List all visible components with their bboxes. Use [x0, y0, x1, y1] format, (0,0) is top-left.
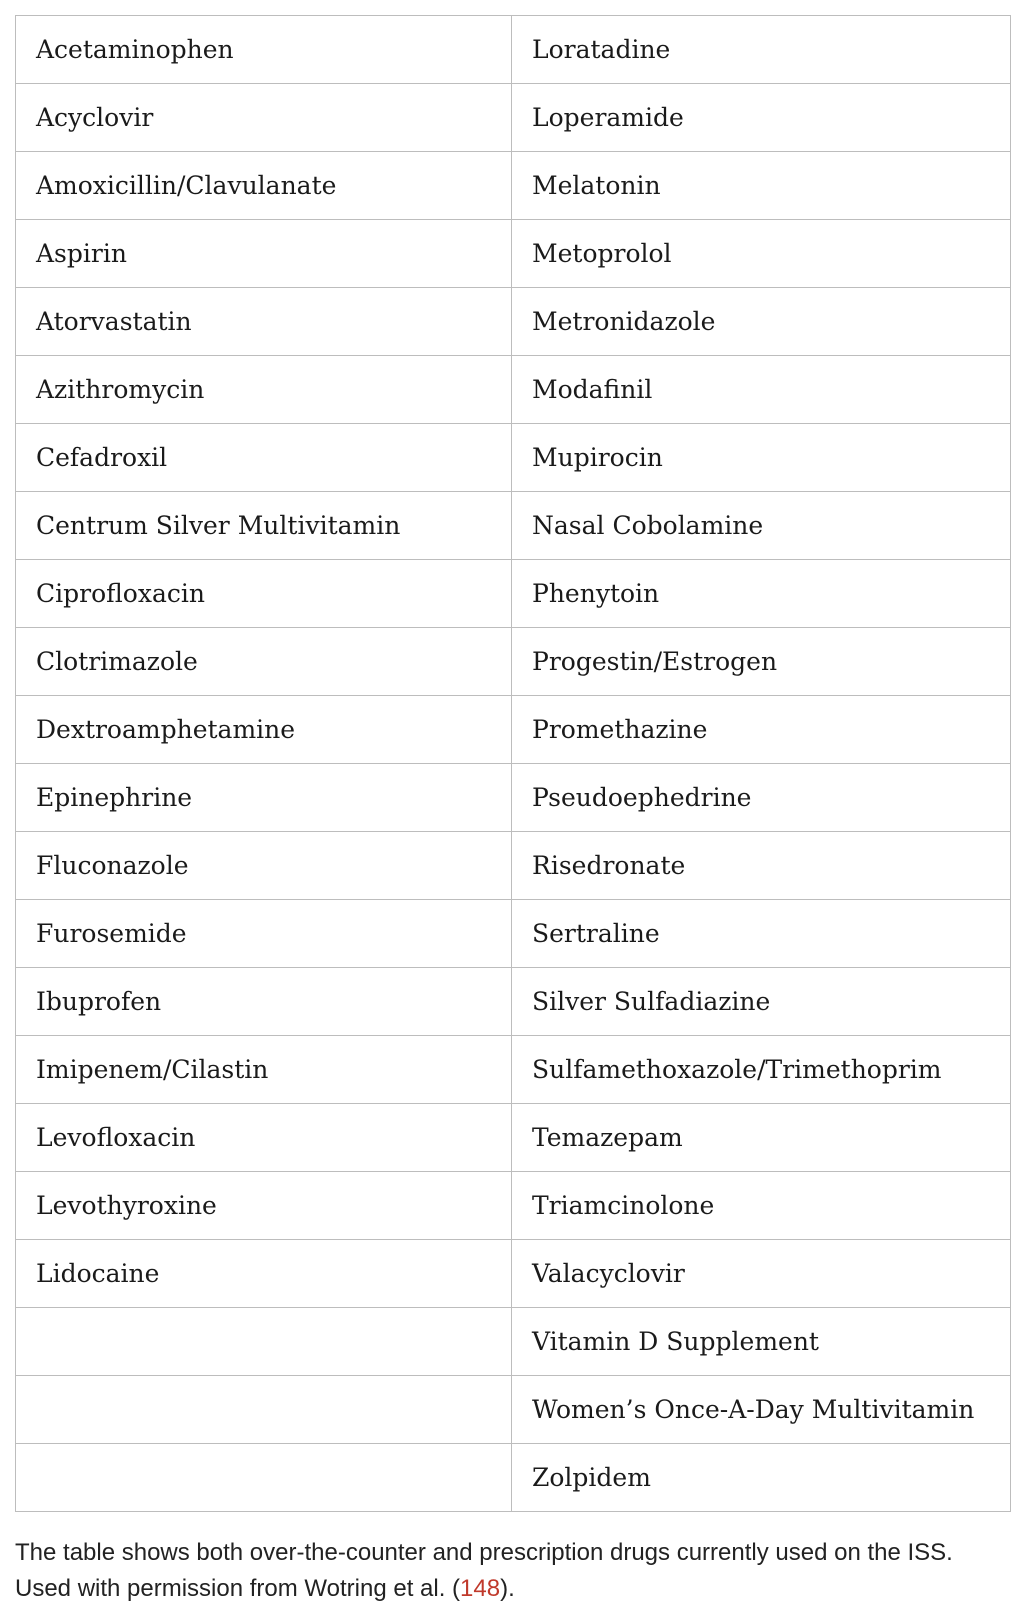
table-cell-right: Temazepam: [512, 1104, 1011, 1172]
table-cell-right: Vitamin D Supplement: [512, 1308, 1011, 1376]
table-cell-right: Promethazine: [512, 696, 1011, 764]
table-cell-right: Zolpidem: [512, 1444, 1011, 1512]
table-row: [16, 764, 1011, 832]
table-cell-right: Sertraline: [512, 900, 1011, 968]
table-cell-right: Triamcinolone: [512, 1172, 1011, 1240]
table-cell-left: [16, 1444, 512, 1512]
table-row: [16, 152, 1011, 220]
table-cell-right: Pseudoephedrine: [512, 764, 1011, 832]
table-cell-left: Amoxicillin/Clavulanate: [16, 152, 512, 220]
table-cell-right: Metronidazole: [512, 288, 1011, 356]
table-cell-right: Melatonin: [512, 152, 1011, 220]
table-row: [16, 1104, 1011, 1172]
table-row: [16, 1308, 1011, 1376]
table-row: [16, 1172, 1011, 1240]
table-cell-right: Nasal Cobolamine: [512, 492, 1011, 560]
table-cell-right: Loratadine: [512, 16, 1011, 84]
table-cell-left: Acetaminophen: [16, 16, 512, 84]
table-row: [16, 1376, 1011, 1444]
table-row: [16, 84, 1011, 152]
table-row: [16, 900, 1011, 968]
table-row: [16, 424, 1011, 492]
table-cell-right: Valacyclovir: [512, 1240, 1011, 1308]
table-cell-left: Ciprofloxacin: [16, 560, 512, 628]
table-cell-left: Fluconazole: [16, 832, 512, 900]
table-row: [16, 832, 1011, 900]
table-row: [16, 16, 1011, 84]
table-cell-right: Progestin/Estrogen: [512, 628, 1011, 696]
table-row: [16, 1036, 1011, 1104]
table-cell-left: [16, 1376, 512, 1444]
table-cell-left: Imipenem/Cilastin: [16, 1036, 512, 1104]
caption-text: The table shows both over-the-counter and prescription drugs currently used on the ISS. Used with permission from Wotring et al. (: [15, 1539, 953, 1602]
table-cell-right: Modafinil: [512, 356, 1011, 424]
table-row: [16, 696, 1011, 764]
table-row: [16, 1444, 1011, 1512]
table-cell-left: Epinephrine: [16, 764, 512, 832]
table-row: [16, 628, 1011, 696]
drug-table: [15, 15, 1011, 1512]
table-row: [16, 1240, 1011, 1308]
table-cell-right: Loperamide: [512, 84, 1011, 152]
table-cell-left: [16, 1308, 512, 1376]
table-cell-left: Dextroamphetamine: [16, 696, 512, 764]
table-cell-right: Metoprolol: [512, 220, 1011, 288]
table-cell-left: Aspirin: [16, 220, 512, 288]
table-row: [16, 560, 1011, 628]
table-cell-left: Azithromycin: [16, 356, 512, 424]
table-cell-left: Levothyroxine: [16, 1172, 512, 1240]
table-cell-left: Ibuprofen: [16, 968, 512, 1036]
table-cell-right: Risedronate: [512, 832, 1011, 900]
drug-table-body: [16, 16, 1011, 1512]
table-cell-left: Centrum Silver Multivitamin: [16, 492, 512, 560]
table-cell-right: Sulfamethoxazole/Trimethoprim: [512, 1036, 1011, 1104]
table-cell-left: Levofloxacin: [16, 1104, 512, 1172]
table-row: [16, 968, 1011, 1036]
table-cell-left: Atorvastatin: [16, 288, 512, 356]
citation-link[interactable]: 148: [460, 1575, 501, 1602]
table-cell-left: Acyclovir: [16, 84, 512, 152]
table-row: [16, 220, 1011, 288]
table-cell-right: Women’s Once-A-Day Multivitamin: [512, 1376, 1011, 1444]
table-cell-right: Phenytoin: [512, 560, 1011, 628]
table-cell-left: Furosemide: [16, 900, 512, 968]
table-row: [16, 492, 1011, 560]
caption-text-end: ).: [500, 1575, 515, 1602]
table-cell-left: Lidocaine: [16, 1240, 512, 1308]
table-row: [16, 356, 1011, 424]
table-cell-right: Silver Sulfadiazine: [512, 968, 1011, 1036]
table-row: [16, 288, 1011, 356]
table-cell-right: Mupirocin: [512, 424, 1011, 492]
table-cell-left: Clotrimazole: [16, 628, 512, 696]
table-caption: [15, 1535, 1015, 1607]
table-cell-left: Cefadroxil: [16, 424, 512, 492]
